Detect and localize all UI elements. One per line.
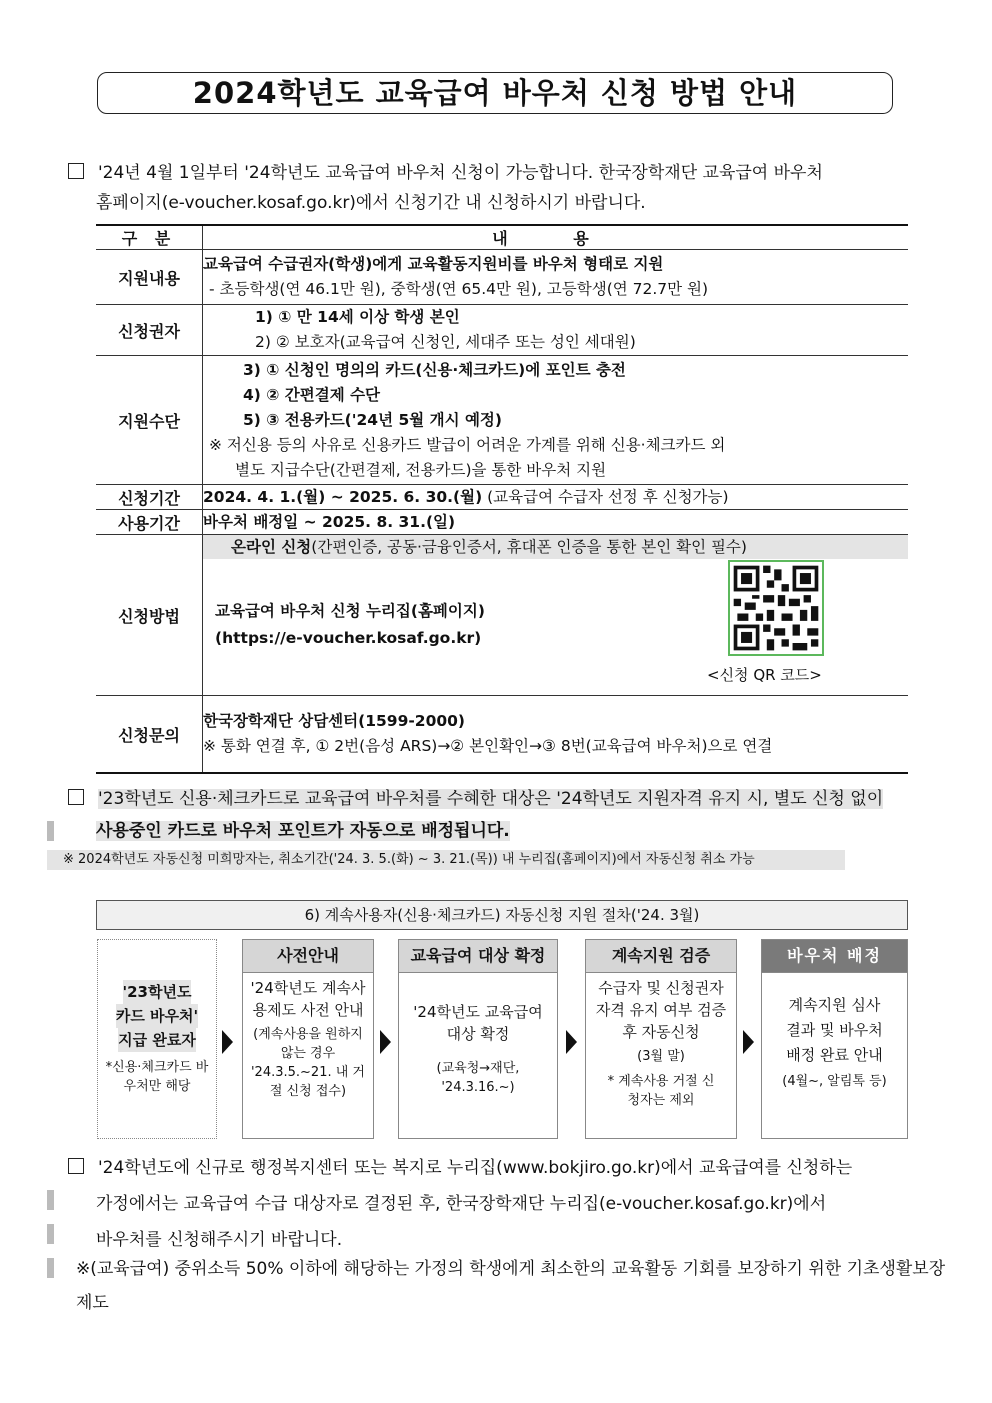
box-assign-note: (4월~, 알림톡 등) [782,1074,887,1089]
row-means [96,356,908,485]
process-title: 6) 계속사용자(신용·체크카드) 자동신청 지원 절차('24. 3월) [96,900,908,930]
info-table [96,224,908,774]
arrow-right-icon [566,1030,577,1054]
section-2 [68,783,928,847]
label-use: 사용기간 [96,510,203,535]
inquiry-note: ※ 통화 연결 후, ① 2번(음성 ARS)→② 본인확인→③ 8번(교육급여 바우처)으로 연결 [203,737,773,755]
means-3: 5) ③ 전용카드('24년 5월 개시 예정) [243,410,502,429]
method-url[interactable]: (https://e-voucher.kosaf.go.kr) [215,629,482,647]
process-box-confirm [398,939,558,1139]
intro-line-1: '24년 4월 1일부터 '24학년도 교육급여 바우처 신청이 가능합니다. 한국장학재단 교육급여 바우처 [68,158,898,188]
process-box-notice [242,939,374,1139]
label-period: 신청기간 [96,485,203,510]
box-notice-body: '24학년도 계속사용제도 사전 안내 [250,979,366,1019]
box-verify-note-1: (3월 말) [637,1049,685,1064]
process-box-verify [585,939,737,1139]
label-inquiry: 신청문의 [96,696,203,774]
marker-bar [47,1224,54,1244]
header-category: 구 분 [96,225,203,250]
box-verify-body: 수급자 및 신청권자 자격 유지 여부 검증 후 자동신청 [595,979,727,1041]
box-verify-head: 계속지원 검증 [586,940,736,973]
means-1: 3) ① 신청인 명의의 카드(신용·체크카드)에 포인트 충전 [243,360,626,379]
means-note-1: ※ 저신용 등의 사유로 신용카드 발급이 어려운 가계를 위해 신용·체크카드 외 [209,435,726,454]
intro-section [68,158,898,218]
box-notice-note: (계속사용을 원하지 않는 경우 '24.3.5.~21. 내 거절 신청 접수) [250,1027,365,1099]
box-confirm-note: (교육청→재단, '24.3.16.~) [436,1061,520,1095]
support-sub: - 초등학생(연 46.1만 원), 중학생(연 65.4만 원), 고등학생(연 72.7만 원) [209,280,709,298]
table-header-row [96,225,908,250]
inquiry-main: 한국장학재단 상담센터(1599-2000) [203,712,466,730]
means-note-2: 별도 지급수단(간편결제, 전용카드)을 통한 바우처 지원 [235,460,607,479]
period-value: 2024. 4. 1.(월) ~ 2025. 6. 30.(월) [203,488,483,506]
checkbox-square-icon [68,1158,84,1174]
section-3-note: ※(교육급여) 중위소득 50% 이하에 해당하는 가정의 학생에게 최소한의 교육활동 기회를 보장하기 위한 기초생활보장 제도 [76,1259,946,1313]
intro-line-2: 홈페이지(e-voucher.kosaf.go.kr)에서 신청기간 내 신청하시기 바랍니다. [96,193,646,213]
row-applicant [96,305,908,356]
method-site: 교육급여 바우처 신청 누리집(홈페이지) [215,602,485,620]
checkbox-square-icon [68,789,84,805]
section-2-line-2: 사용중인 카드로 바우처 포인트가 자동으로 배정됩니다. [96,821,510,841]
box-verify-note-2: * 계속사용 거절 신청자는 제외 [607,1074,715,1108]
section-2-note: ※ 2024학년도 자동신청 미희망자는, 취소기간('24. 3. 5.(화) ~ 3. 21.(목)) 내 누리집(홈페이지)에서 자동신청 취소 가능 [47,850,845,870]
page-title: 2024학년도 교육급여 바우처 신청 방법 안내 [97,72,893,114]
section-3-line-3: 바우처를 신청해주시기 바랍니다. [96,1230,343,1250]
label-applicant: 신청권자 [96,305,203,356]
box-assign-head: 바우처 배정 [762,940,907,973]
section-3-line-1: '24학년도에 신규로 행정복지센터 또는 복지로 누리집(www.bokjiro.go.kr)에서 교육급여를 신청하는 [68,1150,948,1186]
method-online: 온라인 신청(간편인증, 공동·금융인증서, 휴대폰 인증을 통한 본인 확인 필수) [203,535,908,559]
checkbox-square-icon [68,163,84,179]
row-use [96,510,908,535]
row-period [96,485,908,510]
means-2: 4) ② 간편결제 수단 [243,385,381,404]
qr-label: <신청 QR 코드> [707,666,822,684]
applicant-2: 2) ② 보호자(교육급여 신청인, 세대주 또는 성인 세대원) [255,333,636,351]
marker-bar [47,821,54,841]
label-method: 신청방법 [96,535,203,696]
box-assign-body: 계속지원 심사결과 및 바우처 배정 완료 안내 [786,996,883,1064]
process-box-assign [761,939,908,1139]
qr-code-icon[interactable] [728,560,824,656]
section-2-line-1: '23학년도 신용·체크카드로 교육급여 바우처를 수혜한 대상은 '24학년도 지원자격 유지 시, 별도 신청 없이 [68,783,928,815]
section-3 [68,1150,948,1258]
support-main: 교육급여 수급권자(학생)에게 교육활동지원비를 바우처 형태로 지원 [203,255,664,273]
process-box-start: '23학년도 카드 바우처' 지급 완료자 *신용·체크카드 바우처만 해당 [97,939,217,1139]
box-start-note: *신용·체크카드 바우처만 해당 [105,1060,209,1094]
row-inquiry [96,696,908,774]
header-content: 내 용 [203,225,909,250]
box-confirm-head: 교육급여 대상 확정 [399,940,557,973]
box-notice-head: 사전안내 [243,940,373,973]
applicant-1: 1) ① 만 14세 이상 학생 본인 [255,308,460,326]
box-confirm-body: '24학년도 교육급여 대상 확정 [413,1003,543,1043]
arrow-right-icon [222,1030,233,1054]
row-support [96,250,908,305]
use-value: 바우처 배정일 ~ 2025. 8. 31.(일) [203,510,909,535]
section-3-line-2: 가정에서는 교육급여 수급 대상자로 결정된 후, 한국장학재단 누리집(e-voucher.kosaf.go.kr)에서 [96,1194,827,1214]
label-means: 지원수단 [96,356,203,485]
arrow-right-icon [743,1030,754,1054]
period-note: (교육급여 수급자 선정 후 신청가능) [487,488,729,506]
arrow-right-icon [380,1030,391,1054]
label-support: 지원내용 [96,250,203,305]
marker-bar [47,1258,54,1278]
marker-bar [47,1190,54,1210]
